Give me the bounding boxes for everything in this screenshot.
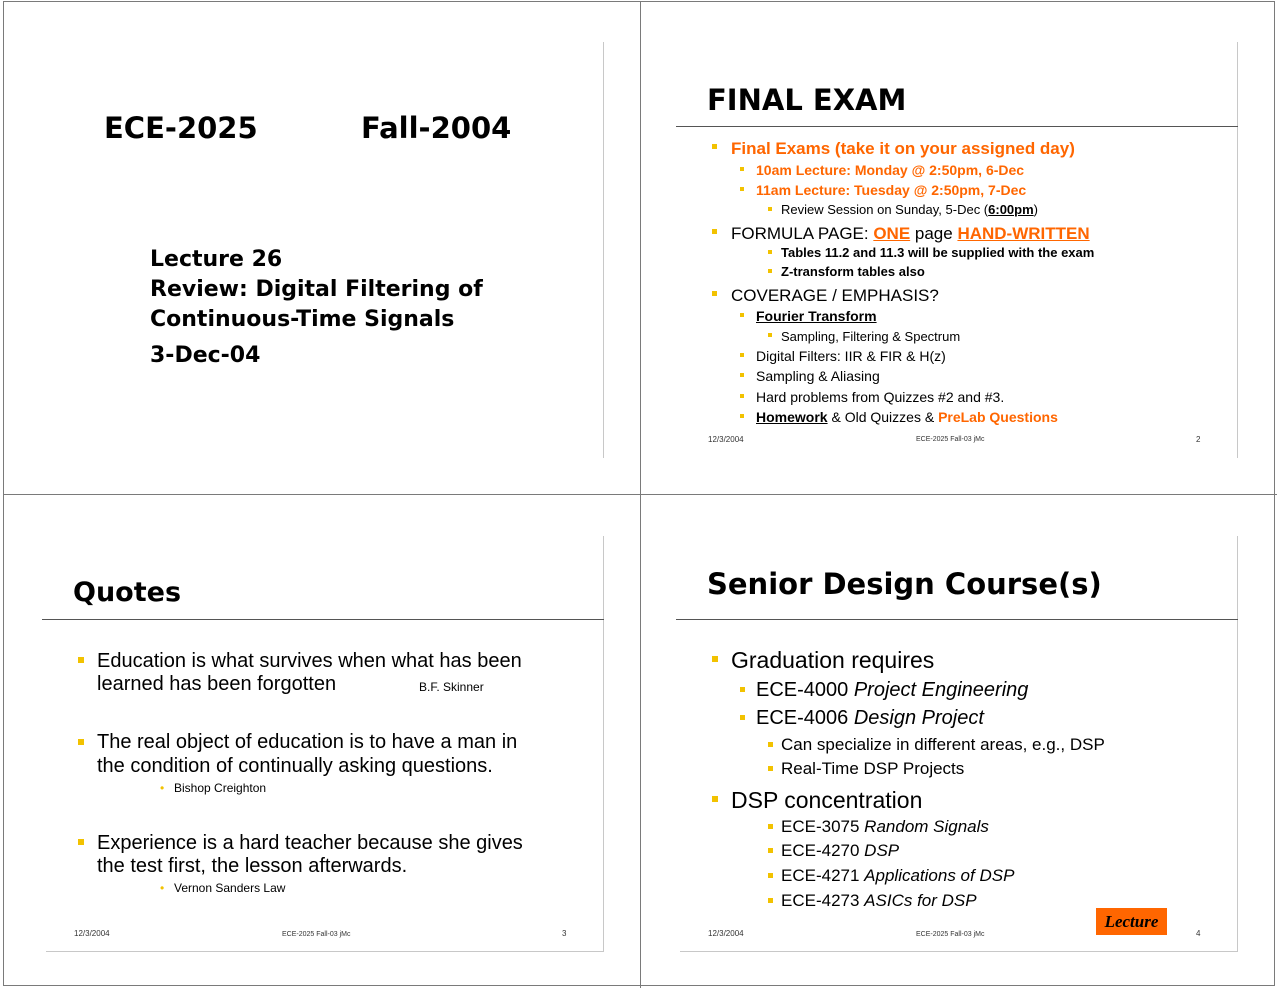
quote-1-line-2: learned has been forgotten [97,673,337,695]
slide-4-edge-bottom [680,951,1238,952]
bullet-icon [740,715,745,720]
footer-center: ECE-2025 Fall-03 jMc [916,931,985,938]
bullet-tables-supplied: Tables 11.2 and 11.3 will be supplied with the exam [781,245,1095,260]
bullet-hard-problems: Hard problems from Quizzes #2 and #3. [756,389,1005,405]
bullet-sampling-filtering: Sampling, Filtering & Spectrum [781,329,961,344]
bullet-coverage: COVERAGE / EMPHASIS? [731,286,939,305]
term-title: Fall-2004 [361,111,512,145]
bullet-sampling-aliasing: Sampling & Aliasing [756,368,880,384]
bullet-icon [768,269,772,273]
bullet-z-transform: Z-transform tables also [781,264,925,279]
page-number: 4 [1196,929,1201,938]
title-rule [676,619,1238,620]
footer-date: 12/3/2004 [74,929,110,938]
bullet-digital-filters: Digital Filters: IIR & FIR & H(z) [756,348,946,364]
bullet-icon [740,687,745,692]
quote-1-author: B.F. Skinner [419,680,484,694]
bullet-ece-4006: ECE-4006 Design Project [756,707,984,729]
quote-3-line-1: Experience is a hard teacher because she gives [97,832,523,854]
bullet-icon [740,373,744,377]
bullet-icon [712,229,717,234]
quote-1-line-1: Education is what survives when what has been [97,650,522,672]
bullet-icon [740,167,744,171]
bullet-ece-4271: ECE-4271 Applications of DSP [781,866,1015,885]
lecture-topic-line-1: Review: Digital Filtering of [150,277,483,302]
title-rule [42,619,604,620]
bullet-icon [768,898,773,903]
slide-2-edge [1237,42,1238,458]
bullet-ece-4000: ECE-4000 Project Engineering [756,679,1029,701]
slide-3-edge [603,536,604,952]
bullet-icon [768,873,773,878]
slide-title: Quotes [73,577,182,608]
slide-3-edge-bottom [46,951,604,952]
bullet-icon: • [160,881,165,895]
lecture-date: 3-Dec-04 [150,343,261,368]
bullet-homework: Homework & Old Quizzes & PreLab Questions [756,409,1058,425]
bullet-icon [712,144,717,149]
lecture-topic-line-2: Continuous-Time Signals [150,307,455,332]
bullet-icon [740,187,744,191]
horizontal-divider [3,494,1277,495]
bullet-11am-lecture: 11am Lecture: Tuesday @ 2:50pm, 7-Dec [756,182,1027,198]
bullet-icon [768,848,773,853]
quote-3-line-2: the test first, the lesson afterwards. [97,855,408,877]
footer-center: ECE-2025 Fall-03 jMc [282,931,351,938]
bullet-graduation-requires: Graduation requires [731,647,935,673]
bullet-final-exams: Final Exams (take it on your assigned day) [731,139,1075,158]
bullet-icon [768,766,773,771]
slide-title: Senior Design Course(s) [707,567,1102,601]
lecture-link-button[interactable]: Lecture [1096,908,1167,935]
quote-2-author: Bishop Creighton [174,781,267,795]
bullet-icon [740,414,744,418]
bullet-icon [768,742,773,747]
footer-date: 12/3/2004 [708,435,744,444]
bullet-fourier-transform: Fourier Transform [756,308,877,324]
footer-date: 12/3/2004 [708,929,744,938]
page-number: 3 [562,929,567,938]
review-session-time: 6:00pm [988,202,1034,217]
bullet-icon [712,291,717,296]
bullet-specialize: Can specialize in different areas, e.g., DSP [781,735,1105,754]
bullet-icon [712,656,718,662]
slide-1-edge [603,42,604,458]
bullet-icon [768,207,772,211]
bullet-ece-3075: ECE-3075 Random Signals [781,817,989,836]
bullet-10am-lecture: 10am Lecture: Monday @ 2:50pm, 6-Dec [756,162,1025,178]
bullet-ece-4270: ECE-4270 DSP [781,841,900,860]
bullet-review-session: Review Session on Sunday, 5-Dec (6:00pm) [781,202,1039,217]
formula-hand-written: HAND-WRITTEN [957,224,1090,243]
bullet-dsp-concentration: DSP concentration [731,787,923,813]
slide-4-edge [1237,536,1238,952]
bullet-icon [768,333,772,337]
course-title: ECE-2025 [104,111,258,145]
quote-2-line-1: The real object of education is to have a man in [97,731,518,753]
bullet-icon [78,657,84,663]
bullet-real-time-dsp: Real-Time DSP Projects [781,759,965,778]
formula-one: ONE [873,224,911,243]
page-number: 2 [1196,435,1201,444]
slide-title: FINAL EXAM [707,83,907,117]
quote-3-author: Vernon Sanders Law [174,881,286,895]
bullet-icon [740,353,744,357]
title-rule [676,126,1238,127]
bullet-icon [740,313,744,317]
footer-center: ECE-2025 Fall-03 jMc [916,436,985,443]
bullet-icon: • [160,781,165,795]
quote-2-line-2: the condition of continually asking questions. [97,755,493,777]
bullet-icon [78,739,84,745]
bullet-formula-page: FORMULA PAGE: ONE page HAND-WRITTEN [731,224,1090,243]
bullet-ece-4273: ECE-4273 ASICs for DSP [781,891,977,910]
bullet-icon [78,839,84,845]
lecture-number: Lecture 26 [150,247,283,272]
bullet-icon [712,796,718,802]
bullet-icon [740,394,744,398]
bullet-icon [768,824,773,829]
bullet-icon [768,250,772,254]
